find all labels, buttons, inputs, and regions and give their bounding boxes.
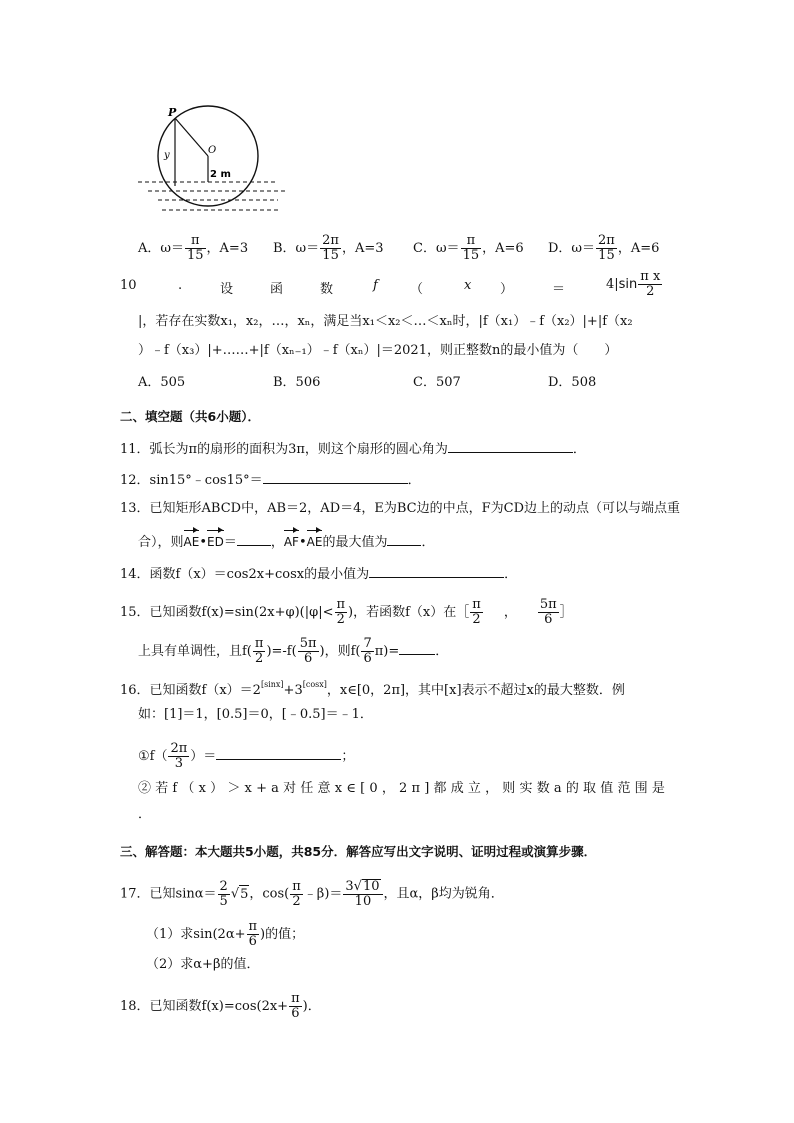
q11-answer-blank[interactable] <box>448 438 573 453</box>
ferris-wheel-figure <box>130 98 320 218</box>
q16-line1: 16．已知函数f（x）＝2[sinx]+3[cosx]，x∈[0，2π]，其中[x]表示不超过x的最大整数．例 <box>120 680 625 698</box>
q13-line2: 合），则AE•ED＝ ，AF•AE的最大值为 ． <box>138 531 434 552</box>
fig-label-o: O <box>208 145 217 156</box>
q16-part1: ①f（ $\frac{2\pi}{3}$ ）＝ ； <box>138 741 355 771</box>
section-3-heading: 三、解答题：本大题共5小题，共85分．解答应写出文字说明、证明过程或演算步骤． <box>120 844 597 859</box>
q10-option-a: A．505 <box>138 375 186 390</box>
q10-line1: 10 . 设 函 数 f （ x ） ＝ 4|sin $\frac{\text{π x}}{2}$ <box>120 269 661 299</box>
q15-line1: 15．已知函数f(x)=sin(2x+φ)(|φ|< $\frac{\pi}{2}$ )，若函数f（x）在［ $\frac{\pi}{2}$ ， $\frac{5\pi}{6}$ ］ <box>120 597 573 627</box>
q12-answer-blank[interactable] <box>263 469 408 484</box>
q10-option-d: D．508 <box>548 375 597 390</box>
section-2-heading: 二、填空题（共6小题）． <box>120 409 260 424</box>
q10-line3: ）﹣f（x₃）|+……+|f（xₙ₋₁）﹣f（xₙ）|＝2021，则正整数n的最小值为（ ） <box>138 343 618 358</box>
q14-answer-blank[interactable] <box>369 563 504 578</box>
q10-line2: |，若存在实数x₁，x₂，…，xₙ，满足当x₁＜x₂＜…＜xₙ时，|f（x₁）﹣f（x₂）|+|f（x₂ <box>138 314 633 329</box>
q12: 12．sin15°﹣cos15°＝ ． <box>120 469 421 490</box>
q15-line2: 上具有单调性，且f( $\frac{\pi}{2}$ )=-f( $\frac{5\pi}{6}$ )，则f( $\frac{7}{6}$ π)= ． <box>138 636 449 666</box>
q16-line2: 如：[1]＝1，[0.5]＝0，[﹣0.5]＝﹣1． <box>138 707 373 722</box>
q10-option-c: C．507 <box>413 375 461 390</box>
q16-answer-blank[interactable] <box>216 745 341 760</box>
q17-part1: （1）求sin(2α+ $\frac{\pi}{6}$ )的值； <box>146 919 305 949</box>
q9-option-b: B．ω＝ $\frac{2\pi}{15}$ ，A=3 <box>273 233 384 263</box>
q10-option-b: B．506 <box>273 375 321 390</box>
q18: 18．已知函数f(x)=cos(2x+ $\frac{\pi}{6}$ )． <box>120 991 321 1021</box>
q15-answer-blank[interactable] <box>399 640 435 655</box>
fig-label-y: y <box>164 150 170 161</box>
q13-answer-blank-1[interactable] <box>237 531 271 546</box>
q16-part2: ②若f（x）＞x+a对任意x∈[0，2π]都成立，则实数a的取值范围是 <box>138 781 670 796</box>
q13-line1: 13．已知矩形ABCD中，AB＝2，AD＝4，E为BC边的中点，F为CD边上的动点（可以与端点重 <box>120 501 681 516</box>
q9-option-a: A．ω＝ $\frac{\pi}{15}$ ，A=3 <box>138 233 249 263</box>
q14: 14．函数f（x）＝cos2x+cosx的最小值为 ． <box>120 563 517 584</box>
q11: 11．弧长为π的扇形的面积为3π，则这个扇形的圆心角为 ． <box>120 438 586 459</box>
fig-label-height: 2 m <box>210 169 231 180</box>
q13-answer-blank-2[interactable] <box>387 531 421 546</box>
q17: 17．已知sinα＝ $\frac{2}{5}$ √5，cos( $\frac{\pi}{2}$ ﹣β)＝ $\frac{3√10}{10}$ ，且α，β均为锐角． <box>120 878 504 909</box>
fig-label-p: P <box>168 106 177 119</box>
q17-part2: （2）求α+β的值． <box>146 957 260 972</box>
q9-option-d: D．ω＝ $\frac{2\pi}{15}$ ，A=6 <box>548 233 660 263</box>
q16-part2-end: ． <box>138 807 152 822</box>
q9-option-c: C．ω＝ $\frac{\pi}{15}$ ，A=6 <box>413 233 524 263</box>
